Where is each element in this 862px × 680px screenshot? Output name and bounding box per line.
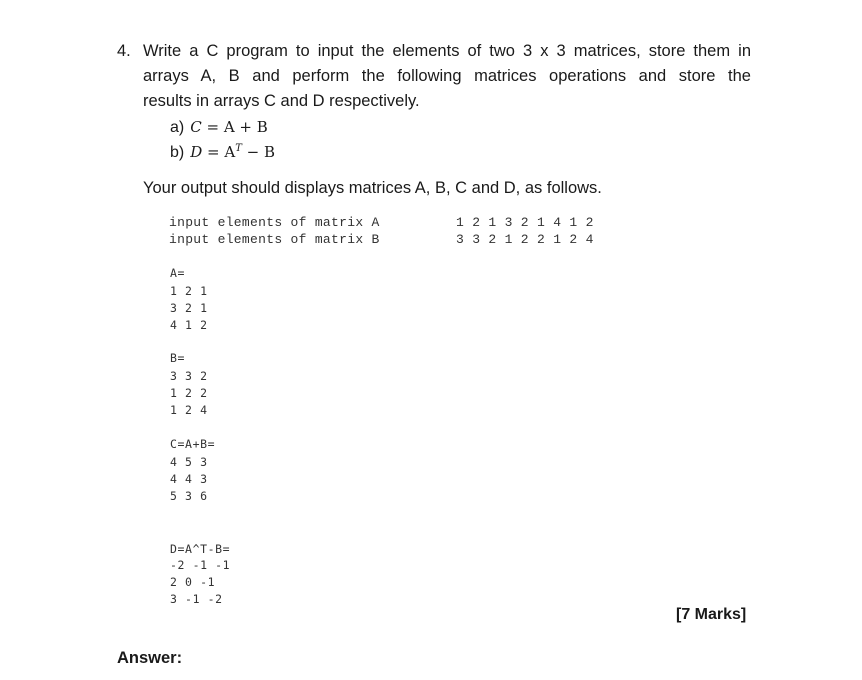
output-intro: Your output should displays matrices A, B, C and D, as follows. <box>143 179 602 197</box>
question-text-line-2: arrays A, B and perform the following matrices operations and store the <box>143 67 751 85</box>
operation-a-label: a) <box>170 119 185 136</box>
prompt-matrix-a-values: 1 2 1 3 2 1 4 1 2 <box>456 215 594 230</box>
prompt-matrix-b: input elements of matrix B <box>169 232 380 247</box>
matrix-a-row: 4 1 2 <box>170 318 208 332</box>
matrix-b-row: 3 3 2 <box>170 369 208 383</box>
matrix-a-row: 1 2 1 <box>170 284 208 298</box>
operation-a-formula: C = A + B <box>190 118 268 136</box>
question-number: 4. <box>117 42 131 60</box>
matrix-c-row: 5 3 6 <box>170 489 208 503</box>
matrix-b-label: B= <box>170 351 186 365</box>
marks-label: [7 Marks] <box>676 606 747 623</box>
matrix-b-row: 1 2 2 <box>170 386 208 400</box>
prompt-matrix-a: input elements of matrix A <box>169 215 380 230</box>
matrix-b-row: 1 2 4 <box>170 403 208 417</box>
question-text-line-3: results in arrays C and D respectively. <box>143 92 420 110</box>
question-text-line-1: Write a C program to input the elements of two 3 x 3 matrices, store them in <box>143 42 751 60</box>
matrix-d-label: D=A^T-B= <box>170 542 231 556</box>
answer-label: Answer: <box>117 649 183 667</box>
operation-b-formula: $D = A^T - B$ <box>190 143 276 161</box>
operation-a <box>170 118 268 137</box>
matrix-a-row: 3 2 1 <box>170 301 208 315</box>
prompt-matrix-b-values: 3 3 2 1 2 2 1 2 4 <box>456 232 594 247</box>
matrix-d-row: -2 -1 -1 <box>170 558 231 572</box>
operation-b-label: b) <box>170 144 185 161</box>
operation-b <box>170 143 275 162</box>
matrix-c-label: C=A+B= <box>170 437 216 451</box>
matrix-a-label: A= <box>170 266 186 280</box>
matrix-d-row: 2 0 -1 <box>170 575 216 589</box>
matrix-c-row: 4 4 3 <box>170 472 208 486</box>
matrix-d-row: 3 -1 -2 <box>170 592 223 606</box>
matrix-c-row: 4 5 3 <box>170 455 208 469</box>
